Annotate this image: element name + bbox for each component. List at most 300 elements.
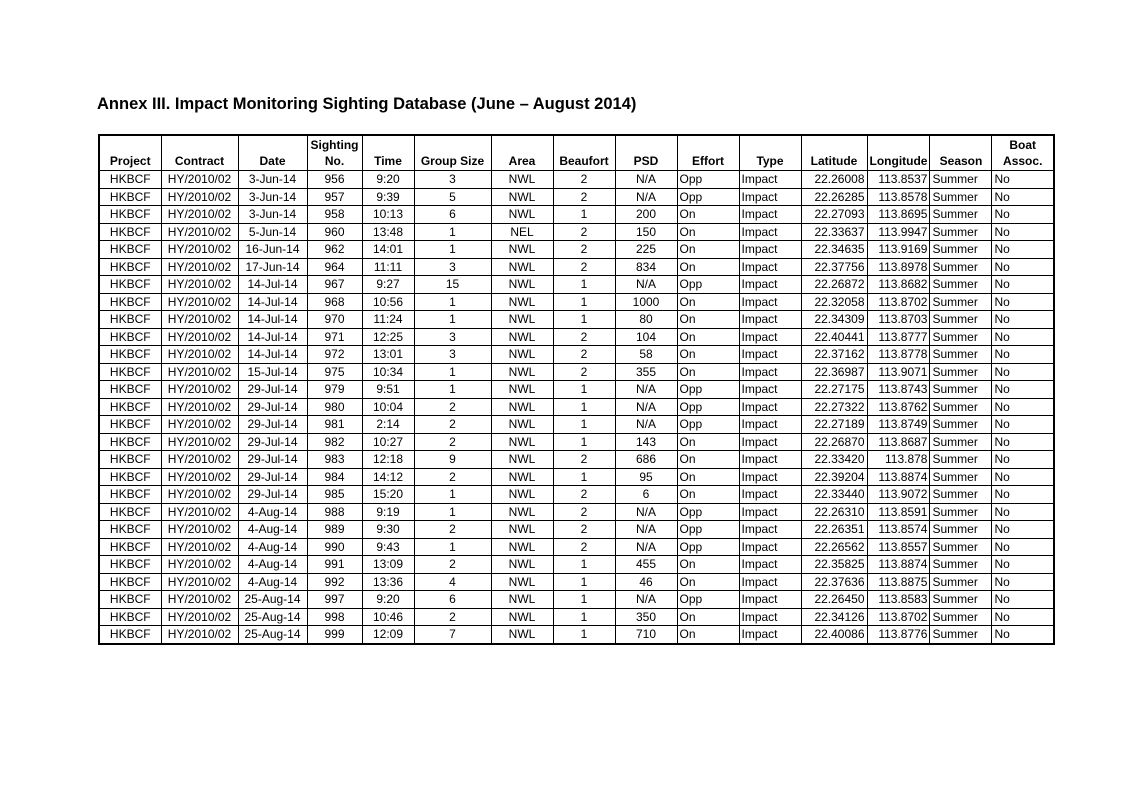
cell-contract: HY/2010/02 [161, 346, 238, 364]
cell-sighting-no: 992 [307, 573, 362, 591]
cell-sighting-no: 997 [307, 591, 362, 609]
cell-sighting-no: 972 [307, 346, 362, 364]
cell-type: Impact [739, 363, 801, 381]
cell-time: 12:25 [362, 328, 414, 346]
cell-season: Summer [930, 486, 992, 504]
cell-beaufort: 2 [553, 521, 615, 539]
cell-season: Summer [930, 626, 992, 644]
column-header-psd [615, 135, 677, 171]
cell-effort: On [677, 451, 739, 469]
cell-time: 15:20 [362, 486, 414, 504]
table-row [99, 258, 1054, 276]
cell-sighting-no: 991 [307, 556, 362, 574]
cell-beaufort: 2 [553, 363, 615, 381]
cell-boat-assoc: No [992, 311, 1054, 329]
cell-season: Summer [930, 608, 992, 626]
cell-type: Impact [739, 416, 801, 434]
cell-area: NWL [491, 328, 553, 346]
cell-psd: 46 [615, 573, 677, 591]
cell-date: 14-Jul-14 [238, 293, 307, 311]
cell-psd: 58 [615, 346, 677, 364]
cell-effort: Opp [677, 171, 739, 189]
cell-sighting-no: 960 [307, 223, 362, 241]
cell-contract: HY/2010/02 [161, 188, 238, 206]
cell-project: HKBCF [99, 328, 161, 346]
cell-latitude: 22.26310 [801, 503, 867, 521]
cell-beaufort: 1 [553, 311, 615, 329]
cell-beaufort: 1 [553, 206, 615, 224]
cell-group-size: 9 [414, 451, 491, 469]
cell-latitude: 22.27189 [801, 416, 867, 434]
cell-boat-assoc: No [992, 171, 1054, 189]
cell-type: Impact [739, 591, 801, 609]
cell-time: 11:24 [362, 311, 414, 329]
column-header-line2: Assoc. [1003, 154, 1043, 168]
cell-sighting-no: 980 [307, 398, 362, 416]
cell-season: Summer [930, 363, 992, 381]
cell-contract: HY/2010/02 [161, 626, 238, 644]
cell-date: 14-Jul-14 [238, 311, 307, 329]
cell-contract: HY/2010/02 [161, 311, 238, 329]
cell-effort: On [677, 258, 739, 276]
cell-latitude: 22.34126 [801, 608, 867, 626]
cell-date: 3-Jun-14 [238, 171, 307, 189]
cell-psd: 104 [615, 328, 677, 346]
cell-longitude: 113.8875 [867, 573, 930, 591]
cell-project: HKBCF [99, 346, 161, 364]
cell-area: NWL [491, 626, 553, 644]
cell-effort: On [677, 608, 739, 626]
cell-time: 13:09 [362, 556, 414, 574]
cell-group-size: 3 [414, 346, 491, 364]
cell-project: HKBCF [99, 381, 161, 399]
cell-effort: On [677, 241, 739, 259]
cell-type: Impact [739, 328, 801, 346]
cell-beaufort: 1 [553, 626, 615, 644]
cell-latitude: 22.27175 [801, 381, 867, 399]
cell-boat-assoc: No [992, 206, 1054, 224]
table-row [99, 311, 1054, 329]
column-header-area [491, 135, 553, 171]
cell-latitude: 22.37636 [801, 573, 867, 591]
column-header-effort [677, 135, 739, 171]
cell-time: 11:11 [362, 258, 414, 276]
cell-group-size: 1 [414, 311, 491, 329]
cell-boat-assoc: No [992, 398, 1054, 416]
cell-date: 14-Jul-14 [238, 346, 307, 364]
cell-latitude: 22.33440 [801, 486, 867, 504]
cell-group-size: 1 [414, 538, 491, 556]
cell-boat-assoc: No [992, 381, 1054, 399]
cell-type: Impact [739, 311, 801, 329]
cell-beaufort: 2 [553, 223, 615, 241]
cell-type: Impact [739, 223, 801, 241]
cell-time: 10:27 [362, 433, 414, 451]
column-header-boat-assoc [992, 135, 1054, 171]
cell-effort: Opp [677, 398, 739, 416]
page-title: Annex III. Impact Monitoring Sighting Database (June – August 2014) [97, 95, 637, 113]
cell-group-size: 2 [414, 468, 491, 486]
cell-season: Summer [930, 451, 992, 469]
cell-season: Summer [930, 311, 992, 329]
cell-time: 13:36 [362, 573, 414, 591]
cell-psd: 686 [615, 451, 677, 469]
cell-time: 9:20 [362, 591, 414, 609]
cell-group-size: 6 [414, 206, 491, 224]
cell-boat-assoc: No [992, 486, 1054, 504]
cell-latitude: 22.37756 [801, 258, 867, 276]
cell-boat-assoc: No [992, 451, 1054, 469]
cell-project: HKBCF [99, 521, 161, 539]
cell-project: HKBCF [99, 451, 161, 469]
cell-group-size: 1 [414, 293, 491, 311]
cell-date: 17-Jun-14 [238, 258, 307, 276]
cell-longitude: 113.8702 [867, 608, 930, 626]
cell-beaufort: 1 [553, 433, 615, 451]
cell-boat-assoc: No [992, 503, 1054, 521]
cell-effort: Opp [677, 188, 739, 206]
column-header-longitude [867, 135, 930, 171]
cell-date: 5-Jun-14 [238, 223, 307, 241]
cell-contract: HY/2010/02 [161, 521, 238, 539]
cell-season: Summer [930, 573, 992, 591]
column-header-type [739, 135, 801, 171]
cell-effort: On [677, 468, 739, 486]
cell-longitude: 113.8978 [867, 258, 930, 276]
cell-project: HKBCF [99, 206, 161, 224]
cell-longitude: 113.8777 [867, 328, 930, 346]
table-row [99, 398, 1054, 416]
cell-beaufort: 2 [553, 241, 615, 259]
table-row [99, 433, 1054, 451]
cell-contract: HY/2010/02 [161, 451, 238, 469]
cell-longitude: 113.8874 [867, 468, 930, 486]
cell-psd: 143 [615, 433, 677, 451]
table-row [99, 626, 1054, 644]
cell-area: NWL [491, 503, 553, 521]
table-row [99, 346, 1054, 364]
cell-area: NWL [491, 451, 553, 469]
cell-area: NWL [491, 363, 553, 381]
cell-project: HKBCF [99, 573, 161, 591]
cell-latitude: 22.26285 [801, 188, 867, 206]
cell-latitude: 22.40441 [801, 328, 867, 346]
column-header-date [238, 135, 307, 171]
cell-longitude: 113.8703 [867, 311, 930, 329]
cell-beaufort: 2 [553, 503, 615, 521]
cell-effort: On [677, 556, 739, 574]
cell-season: Summer [930, 171, 992, 189]
cell-project: HKBCF [99, 591, 161, 609]
cell-beaufort: 1 [553, 293, 615, 311]
cell-date: 14-Jul-14 [238, 276, 307, 294]
cell-latitude: 22.33637 [801, 223, 867, 241]
cell-latitude: 22.37162 [801, 346, 867, 364]
cell-type: Impact [739, 503, 801, 521]
cell-latitude: 22.40086 [801, 626, 867, 644]
column-header-time [362, 135, 414, 171]
sighting-database-table [98, 134, 1055, 645]
cell-longitude: 113.8557 [867, 538, 930, 556]
cell-date: 4-Aug-14 [238, 521, 307, 539]
cell-type: Impact [739, 346, 801, 364]
cell-boat-assoc: No [992, 363, 1054, 381]
cell-season: Summer [930, 241, 992, 259]
cell-project: HKBCF [99, 188, 161, 206]
cell-group-size: 2 [414, 556, 491, 574]
cell-group-size: 3 [414, 171, 491, 189]
cell-group-size: 1 [414, 241, 491, 259]
cell-psd: N/A [615, 591, 677, 609]
cell-area: NWL [491, 311, 553, 329]
cell-longitude: 113.8778 [867, 346, 930, 364]
cell-sighting-no: 988 [307, 503, 362, 521]
cell-beaufort: 1 [553, 591, 615, 609]
cell-effort: On [677, 311, 739, 329]
table-row [99, 451, 1054, 469]
cell-group-size: 2 [414, 433, 491, 451]
cell-latitude: 22.26870 [801, 433, 867, 451]
cell-group-size: 2 [414, 416, 491, 434]
cell-sighting-no: 975 [307, 363, 362, 381]
cell-sighting-no: 970 [307, 311, 362, 329]
cell-date: 4-Aug-14 [238, 556, 307, 574]
cell-time: 9:27 [362, 276, 414, 294]
cell-latitude: 22.26562 [801, 538, 867, 556]
cell-effort: On [677, 346, 739, 364]
cell-psd: 200 [615, 206, 677, 224]
cell-type: Impact [739, 258, 801, 276]
cell-sighting-no: 968 [307, 293, 362, 311]
cell-project: HKBCF [99, 626, 161, 644]
cell-contract: HY/2010/02 [161, 538, 238, 556]
cell-contract: HY/2010/02 [161, 608, 238, 626]
column-header-line2: Time [374, 154, 402, 168]
cell-boat-assoc: No [992, 416, 1054, 434]
cell-boat-assoc: No [992, 538, 1054, 556]
cell-boat-assoc: No [992, 521, 1054, 539]
cell-sighting-no: 967 [307, 276, 362, 294]
cell-psd: N/A [615, 503, 677, 521]
cell-type: Impact [739, 538, 801, 556]
cell-group-size: 15 [414, 276, 491, 294]
cell-beaufort: 2 [553, 171, 615, 189]
column-header-line2: Project [109, 154, 151, 168]
cell-boat-assoc: No [992, 573, 1054, 591]
cell-psd: 6 [615, 486, 677, 504]
cell-group-size: 1 [414, 363, 491, 381]
cell-longitude: 113.8687 [867, 433, 930, 451]
cell-area: NWL [491, 608, 553, 626]
cell-beaufort: 1 [553, 276, 615, 294]
cell-psd: N/A [615, 538, 677, 556]
cell-project: HKBCF [99, 556, 161, 574]
cell-date: 29-Jul-14 [238, 381, 307, 399]
cell-psd: 455 [615, 556, 677, 574]
cell-contract: HY/2010/02 [161, 328, 238, 346]
cell-type: Impact [739, 521, 801, 539]
cell-type: Impact [739, 626, 801, 644]
cell-beaufort: 2 [553, 538, 615, 556]
cell-longitude: 113.9169 [867, 241, 930, 259]
cell-sighting-no: 957 [307, 188, 362, 206]
cell-area: NWL [491, 521, 553, 539]
cell-beaufort: 2 [553, 451, 615, 469]
cell-contract: HY/2010/02 [161, 223, 238, 241]
cell-longitude: 113.8682 [867, 276, 930, 294]
cell-boat-assoc: No [992, 346, 1054, 364]
cell-time: 9:30 [362, 521, 414, 539]
cell-time: 10:46 [362, 608, 414, 626]
cell-longitude: 113.9072 [867, 486, 930, 504]
cell-time: 10:34 [362, 363, 414, 381]
cell-time: 9:51 [362, 381, 414, 399]
cell-type: Impact [739, 468, 801, 486]
cell-date: 4-Aug-14 [238, 573, 307, 591]
cell-contract: HY/2010/02 [161, 433, 238, 451]
cell-time: 12:09 [362, 626, 414, 644]
cell-project: HKBCF [99, 223, 161, 241]
cell-date: 4-Aug-14 [238, 538, 307, 556]
cell-date: 3-Jun-14 [238, 188, 307, 206]
cell-date: 29-Jul-14 [238, 486, 307, 504]
table-row [99, 171, 1054, 189]
cell-sighting-no: 998 [307, 608, 362, 626]
cell-sighting-no: 990 [307, 538, 362, 556]
cell-time: 14:12 [362, 468, 414, 486]
cell-sighting-no: 964 [307, 258, 362, 276]
cell-psd: N/A [615, 171, 677, 189]
cell-area: NEL [491, 223, 553, 241]
cell-type: Impact [739, 188, 801, 206]
cell-date: 25-Aug-14 [238, 591, 307, 609]
cell-time: 14:01 [362, 241, 414, 259]
cell-season: Summer [930, 223, 992, 241]
cell-area: NWL [491, 276, 553, 294]
cell-date: 29-Jul-14 [238, 398, 307, 416]
cell-beaufort: 2 [553, 346, 615, 364]
cell-project: HKBCF [99, 241, 161, 259]
cell-longitude: 113.8583 [867, 591, 930, 609]
column-header-line2: No. [324, 154, 345, 168]
cell-area: NWL [491, 538, 553, 556]
cell-project: HKBCF [99, 538, 161, 556]
column-header-season [930, 135, 992, 171]
cell-effort: Opp [677, 521, 739, 539]
cell-season: Summer [930, 346, 992, 364]
cell-latitude: 22.26008 [801, 171, 867, 189]
cell-date: 14-Jul-14 [238, 328, 307, 346]
table-row [99, 591, 1054, 609]
column-header-line2: Date [259, 154, 286, 168]
cell-group-size: 7 [414, 626, 491, 644]
column-header-line2: Area [508, 154, 536, 168]
cell-sighting-no: 984 [307, 468, 362, 486]
cell-beaufort: 1 [553, 573, 615, 591]
cell-beaufort: 2 [553, 328, 615, 346]
cell-group-size: 5 [414, 188, 491, 206]
cell-project: HKBCF [99, 293, 161, 311]
cell-longitude: 113.878 [867, 451, 930, 469]
cell-boat-assoc: No [992, 258, 1054, 276]
cell-contract: HY/2010/02 [161, 398, 238, 416]
cell-project: HKBCF [99, 468, 161, 486]
cell-boat-assoc: No [992, 556, 1054, 574]
cell-latitude: 22.26351 [801, 521, 867, 539]
cell-contract: HY/2010/02 [161, 573, 238, 591]
cell-group-size: 2 [414, 398, 491, 416]
cell-contract: HY/2010/02 [161, 381, 238, 399]
cell-latitude: 22.27322 [801, 398, 867, 416]
table-row [99, 608, 1054, 626]
cell-boat-assoc: No [992, 223, 1054, 241]
cell-season: Summer [930, 328, 992, 346]
cell-project: HKBCF [99, 171, 161, 189]
column-header-line2: Longitude [869, 154, 928, 168]
cell-psd: N/A [615, 416, 677, 434]
cell-group-size: 2 [414, 521, 491, 539]
table-header-row [99, 135, 1054, 171]
cell-project: HKBCF [99, 608, 161, 626]
table-row [99, 556, 1054, 574]
cell-area: NWL [491, 241, 553, 259]
cell-type: Impact [739, 381, 801, 399]
cell-sighting-no: 982 [307, 433, 362, 451]
cell-boat-assoc: No [992, 591, 1054, 609]
cell-boat-assoc: No [992, 276, 1054, 294]
cell-season: Summer [930, 188, 992, 206]
cell-psd: 80 [615, 311, 677, 329]
cell-type: Impact [739, 608, 801, 626]
cell-longitude: 113.8574 [867, 521, 930, 539]
cell-psd: 95 [615, 468, 677, 486]
cell-psd: N/A [615, 398, 677, 416]
column-header-line2: Contract [174, 154, 225, 168]
cell-effort: Opp [677, 503, 739, 521]
cell-sighting-no: 985 [307, 486, 362, 504]
column-header-line2: Effort [692, 154, 724, 168]
cell-beaufort: 1 [553, 416, 615, 434]
cell-contract: HY/2010/02 [161, 171, 238, 189]
table-row [99, 241, 1054, 259]
cell-longitude: 113.8702 [867, 293, 930, 311]
column-header-line2: Beaufort [559, 154, 609, 168]
cell-psd: 225 [615, 241, 677, 259]
column-header-line2: Season [939, 154, 983, 168]
cell-project: HKBCF [99, 433, 161, 451]
table-row [99, 521, 1054, 539]
table-row [99, 486, 1054, 504]
cell-season: Summer [930, 503, 992, 521]
cell-season: Summer [930, 416, 992, 434]
table-row [99, 538, 1054, 556]
table-row [99, 468, 1054, 486]
cell-season: Summer [930, 206, 992, 224]
cell-boat-assoc: No [992, 293, 1054, 311]
table-row [99, 223, 1054, 241]
cell-date: 29-Jul-14 [238, 433, 307, 451]
cell-season: Summer [930, 258, 992, 276]
column-header-line2: PSD [633, 154, 659, 168]
cell-area: NWL [491, 188, 553, 206]
cell-beaufort: 2 [553, 486, 615, 504]
cell-time: 9:19 [362, 503, 414, 521]
cell-date: 15-Jul-14 [238, 363, 307, 381]
table-row [99, 293, 1054, 311]
cell-time: 13:01 [362, 346, 414, 364]
cell-time: 10:13 [362, 206, 414, 224]
cell-date: 25-Aug-14 [238, 608, 307, 626]
